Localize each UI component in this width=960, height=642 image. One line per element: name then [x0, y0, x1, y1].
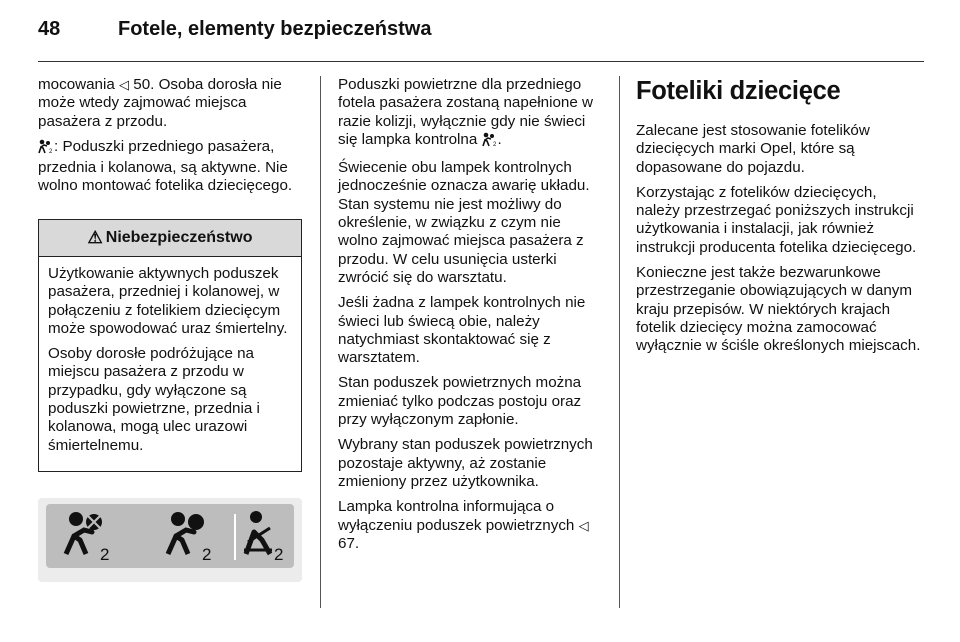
- paragraph: Świecenie obu lampek kontrolnych jednocześnie oznacza awarię układu. Stan systemu nie jest możliwy do określenie, w związku z czym nie wolno zajmować miejsca pasażera z przodu. W celu usunięcia usterki zwrócić się do warsztatu.: [338, 159, 590, 286]
- panel-subscript: 2: [100, 545, 110, 562]
- page-number: 48: [38, 18, 61, 40]
- page-title: Fotele, elementy bezpieczeństwa: [118, 18, 432, 40]
- paragraph: Zalecane jest stosowanie fotelików dziecięcych marki Opel, które są dopasowane do pojazdu.: [636, 122, 870, 176]
- column-middle: [338, 76, 604, 560]
- panel-subscript: 2: [274, 545, 284, 562]
- paragraph: Korzystając z fotelików dziecięcych, należy przestrzegać poniższych instrukcji użytkowania i instalacji, jak również instrukcji producenta fotelika dziecięcego.: [636, 183, 917, 256]
- column-divider-left: [320, 76, 321, 608]
- paragraph: Stan poduszek powietrznych można zmieniać tylko podczas postoju oraz przy wyłączonym zapłonie.: [338, 374, 582, 429]
- warning-box: [38, 219, 302, 472]
- svg-text:2: 2: [49, 148, 53, 154]
- header-divider: [38, 61, 924, 62]
- svg-text:2: 2: [492, 141, 496, 147]
- column-divider-right: [619, 76, 620, 608]
- page-reference-icon: ◁: [578, 517, 589, 533]
- paragraph: mocowania ◁ 50. Osoba dorosła nie może wtedy zajmować miejsca pasażera z przodu.: [38, 76, 282, 130]
- page-reference-icon: ◁: [119, 77, 130, 92]
- warning-header: [39, 220, 301, 257]
- section-title: Foteliki dziecięce: [636, 77, 841, 105]
- page-header: [38, 18, 922, 46]
- warning-paragraph: Osoby dorosłe podróżujące na miejscu pasażera z przodu w przypadku, gdy wyłączone są poduszki powietrzne, przednia i kolanowa, mogą ulec urazowi śmiertelnemu.: [48, 345, 260, 454]
- paragraph: Wybrany stan poduszek powietrznych pozostaje aktywny, aż zostanie zmieniony przez użytkownika.: [338, 436, 593, 490]
- passenger-airbag-icon: [240, 510, 292, 562]
- airbag-on-icon: [164, 510, 222, 562]
- panel-subscript: 2: [202, 545, 212, 562]
- airbag-indicator-panel: [38, 498, 302, 582]
- warning-triangle-icon: ⚠: [87, 228, 103, 247]
- airbag-on-icon: [38, 139, 54, 159]
- column-right: [636, 76, 922, 363]
- warning-paragraph: Użytkowanie aktywnych poduszek pasażera, przedniej i kolanowej, w połączeniu z fotelikiem dziecięcym może spowodować uraz śmiertelny.: [48, 265, 288, 337]
- paragraph: Jeśli żadna z lampek kontrolnych nie świeci lub świecą obie, należy natychmiast skontaktować się z warsztatem.: [338, 294, 586, 367]
- panel-divider: [234, 514, 236, 560]
- warning-body: [39, 257, 301, 455]
- column-left: [38, 76, 304, 203]
- paragraph: 2 : Poduszki przedniego pasażera, przednia i kolanowa, są aktywne. Nie wolno montować fotelika dziecięcego.: [38, 137, 293, 195]
- paragraph: Konieczne jest także bezwarunkowe przestrzeganie obowiązujących w danym kraju przepisów. W niektórych krajach fotelik dziecięcy można zamocować wyłącznie w ściśle określonych miejscach.: [636, 264, 921, 355]
- paragraph: Poduszki powietrzne dla przedniego fotela pasażera zostaną napełnione w razie kolizji, wyłącznie gdy nie świeci się lampka kontrolna 2 .: [338, 76, 604, 152]
- warning-title: Niebezpieczeństwo: [105, 229, 253, 246]
- panel-display: [46, 504, 294, 568]
- airbag-on-icon: [482, 132, 498, 152]
- paragraph: Lampka kontrolna informująca o wyłączeniu poduszek powietrznych ◁ 67.: [338, 498, 589, 552]
- airbag-off-icon: [62, 510, 120, 562]
